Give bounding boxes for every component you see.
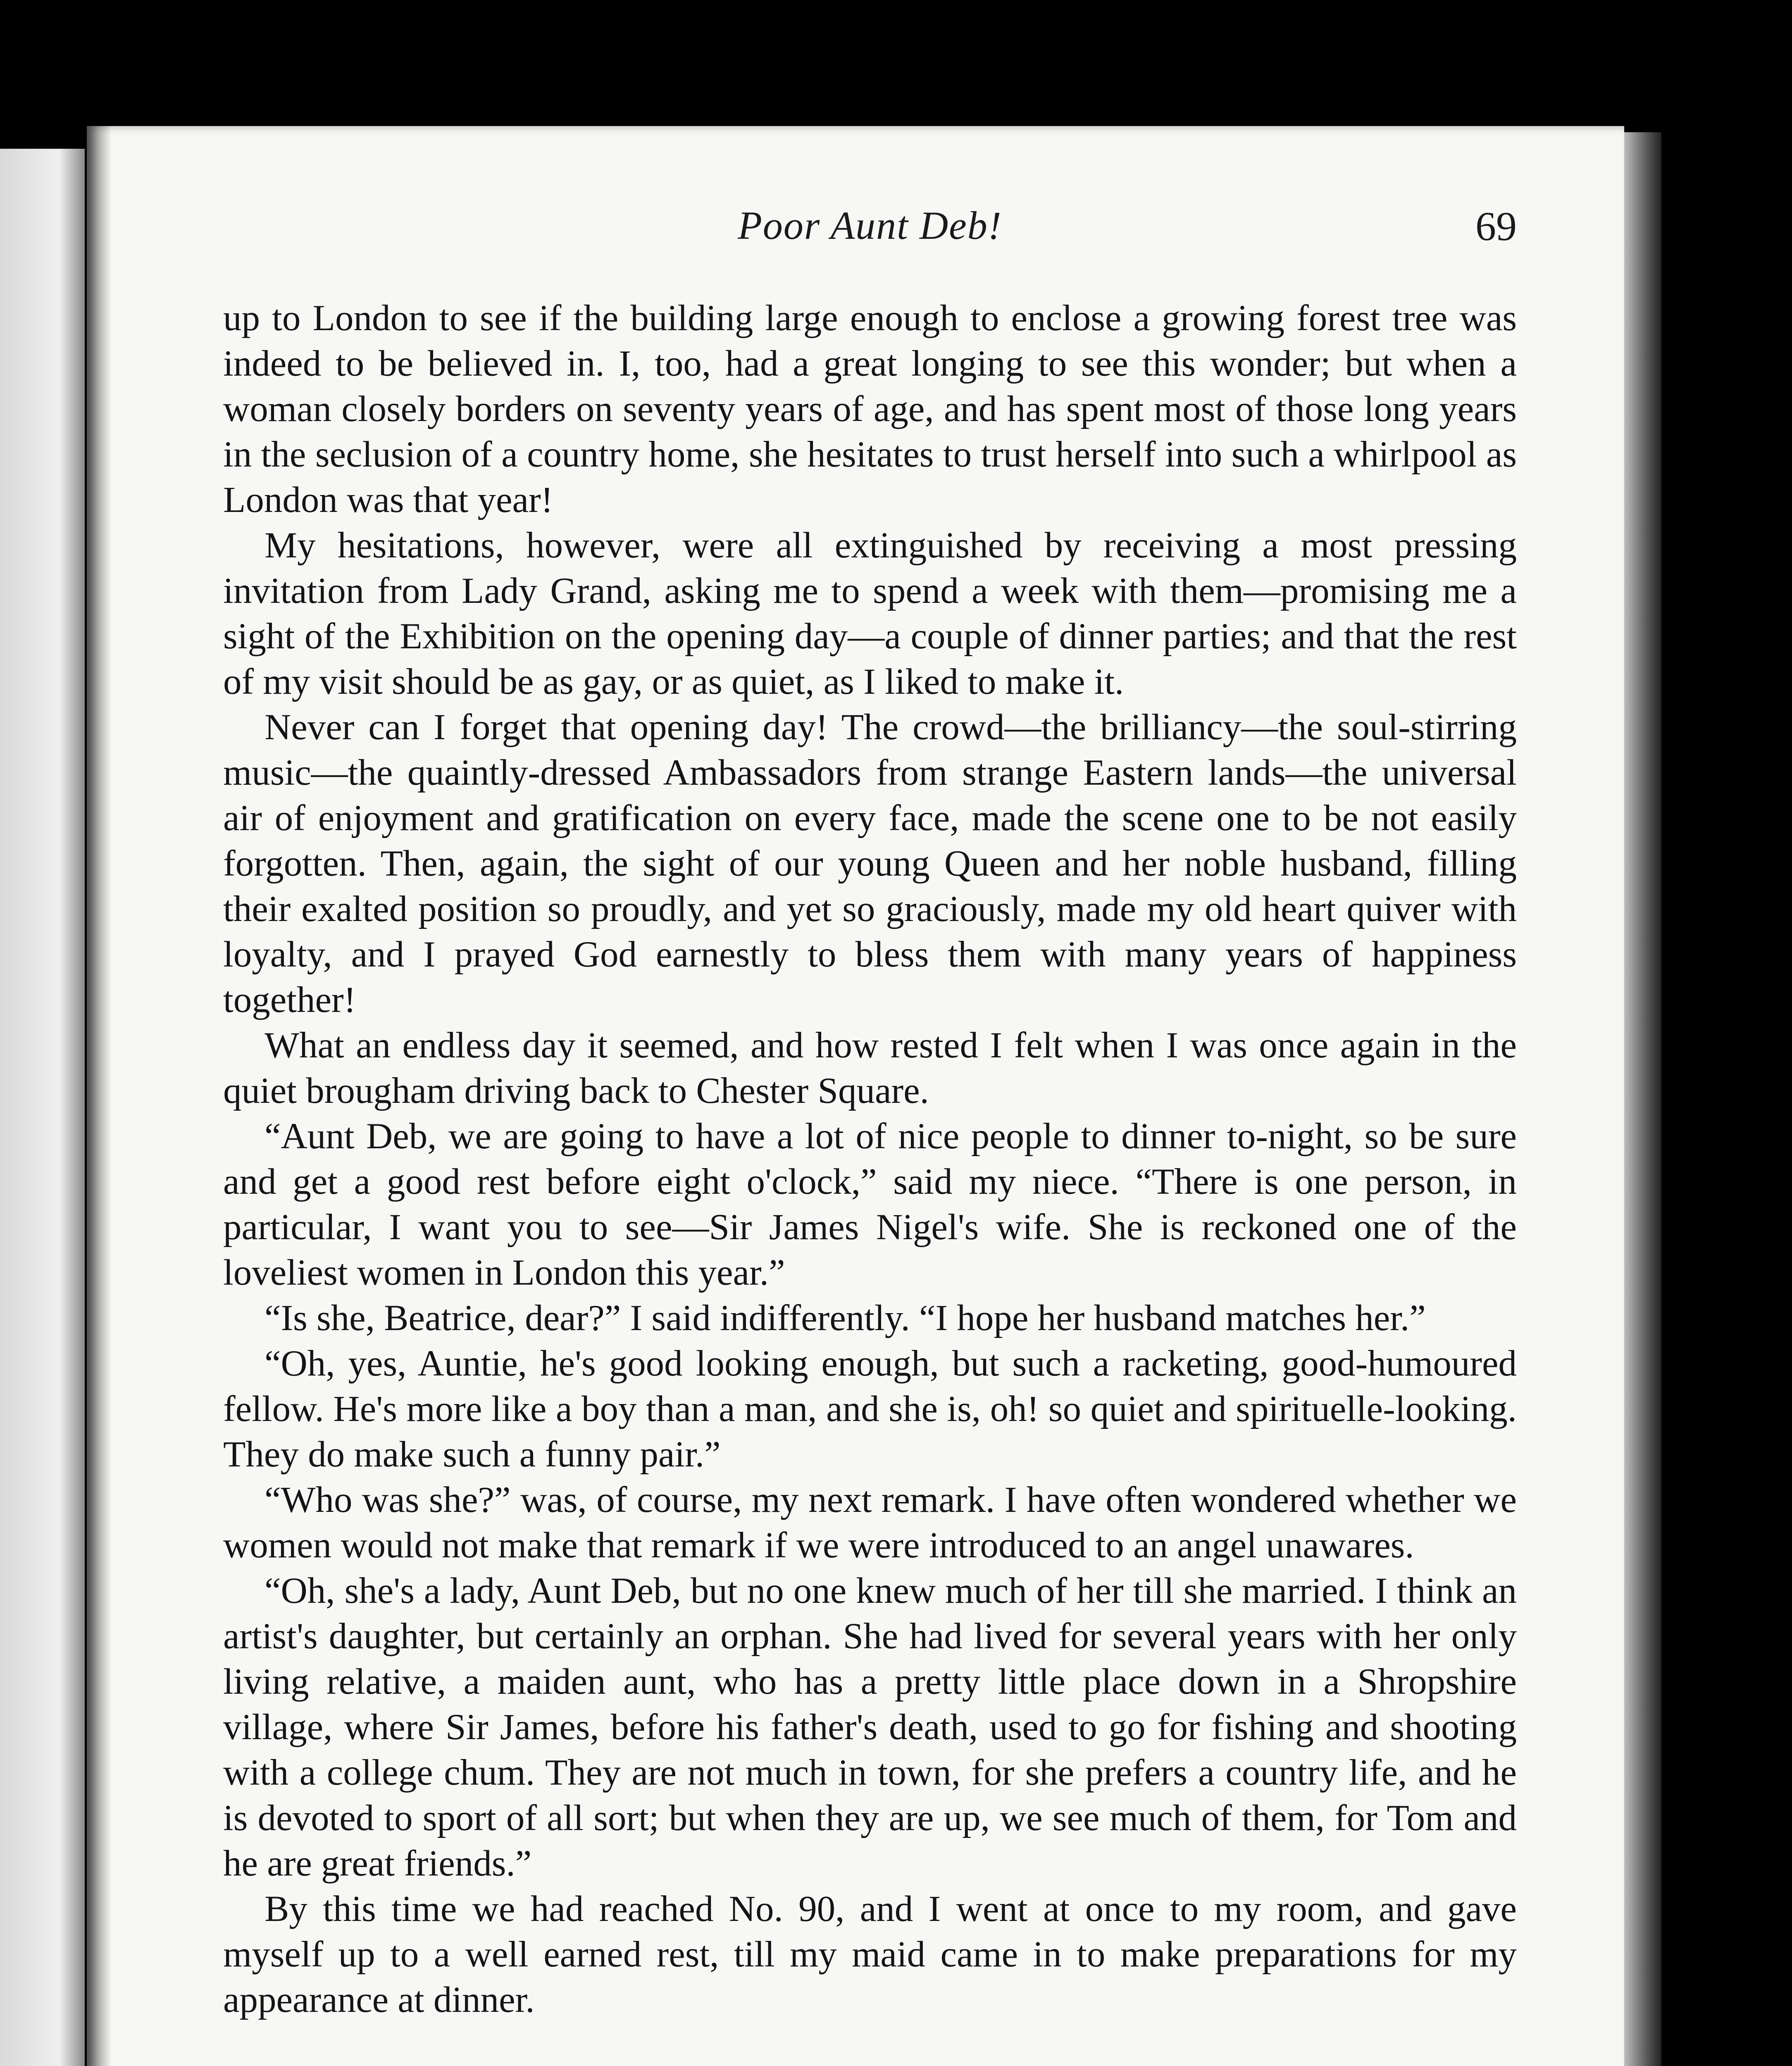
paragraph: “Oh, yes, Auntie, he's good looking enough, but such a racketing, good-humoured fellow. He's more like a boy than a man, and she is, oh! so quiet and spirituelle-looking. They do make such a funny pair.”	[223, 1343, 1517, 1475]
paragraph: “Is she, Beatrice, dear?” I said indifferently. “I hope her husband matches her.”	[265, 1298, 1426, 1338]
body-text	[223, 295, 1517, 2023]
paragraph: My hesitations, however, were all extinguished by receiving a most pressing invitation from Lady Grand, asking me to spend a week with them—promising me a sight of the Exhibition on the opening day—a couple of dinner parties; and that the rest of my visit should be as gay, or as quiet, as I liked to make it.	[223, 525, 1517, 702]
paragraph: By this time we had reached No. 90, and I went at once to my room, and gave myself up to a well earned rest, till my maid came in to make preparations for my appearance at dinner.	[223, 1889, 1517, 2020]
book-page	[87, 126, 1624, 2066]
right-page-edge	[1624, 132, 1661, 2066]
paragraph: “Oh, she's a lady, Aunt Deb, but no one knew much of her till she married. I think an artist's daughter, but certainly an orphan. She had lived for several years with her only living relative, a maiden aunt, who has a pretty little place down in a Shropshire village, where Sir James, before his father's death, used to go for fishing and shooting with a college chum. They are not much in town, for she prefers a country life, and he is devoted to sport of all sort; but when they are up, we see much of them, for Tom and he are great friends.”	[223, 1571, 1517, 1884]
running-title: Poor Aunt Deb!	[738, 203, 1002, 248]
left-page-edge	[0, 149, 85, 2066]
paragraph: Never can I forget that opening day! The crowd—the brilliancy—the soul-stirring music—the quaintly-dressed Ambassadors from strange Eastern lands—the universal air of enjoyment and gratification on every face, made the scene one to be not easily forgotten. Then, again, the sight of our young Queen and her noble husband, filling their exalted position so proudly, and yet so graciously, made my old heart quiver with loyalty, and I prayed God earnestly to bless them with many years of happiness together!	[223, 707, 1517, 1020]
paragraph: What an endless day it seemed, and how rested I felt when I was once again in the quiet brougham driving back to Chester Square.	[223, 1025, 1517, 1111]
binding-shadow	[87, 126, 112, 2066]
page-number: 69	[1475, 203, 1517, 249]
paragraph: “Aunt Deb, we are going to have a lot of nice people to dinner to-night, so be sure and get a good rest before eight o'clock,” said my niece. “There is one person, in particular, I want you to see—Sir James Nigel's wife. She is reckoned one of the loveliest women in London this year.”	[223, 1116, 1517, 1293]
paragraph: up to London to see if the building large enough to enclose a growing forest tree was indeed to be believed in. I, too, had a great longing to see this wonder; but when a woman closely borders on seventy years of age, and has spent most of those long years in the seclusion of a country home, she hesitates to trust herself into such a whirlpool as London was that year!	[223, 298, 1517, 520]
running-header	[223, 202, 1517, 273]
paragraph: “Who was she?” was, of course, my next remark. I have often wondered whether we women would not make that remark if we were introduced to an angel unawares.	[223, 1480, 1517, 1566]
